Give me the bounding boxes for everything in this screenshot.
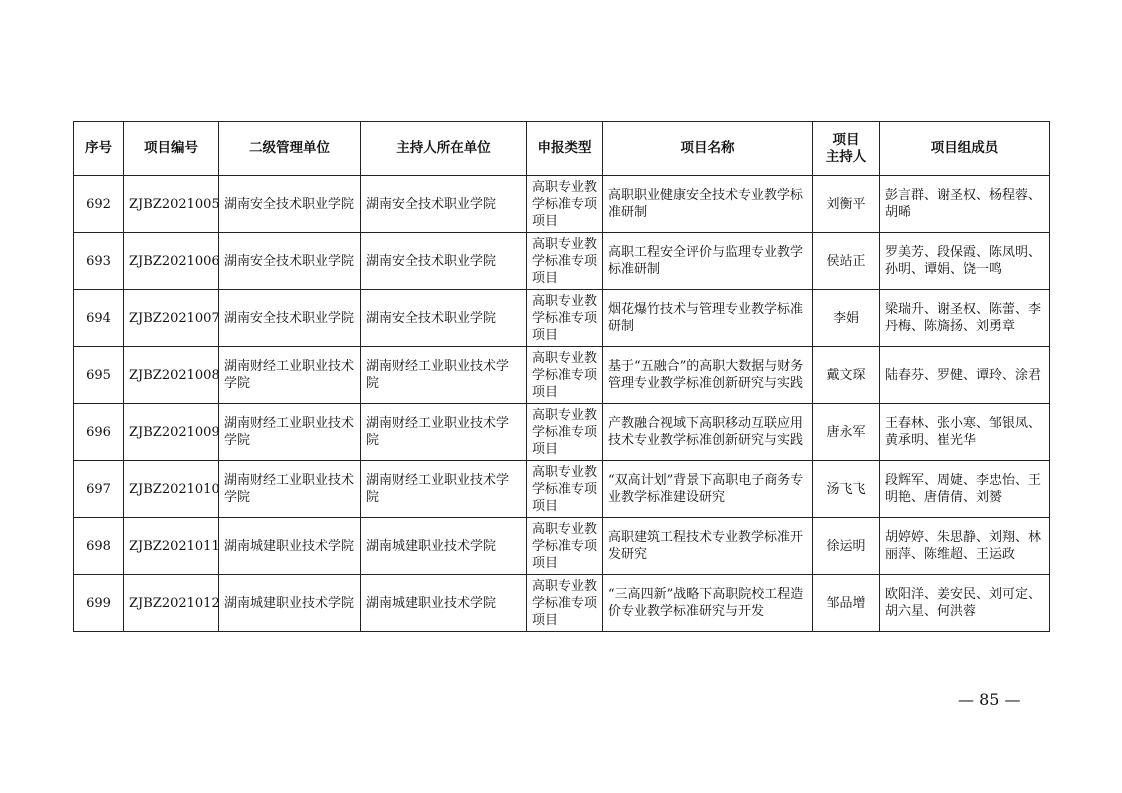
- cell-name: “双高计划”背景下高职电子商务专业教学标准建设研究: [603, 461, 813, 518]
- cell-unit: 湖南财经工业职业技术学院: [219, 347, 361, 404]
- cell-leader: 徐运明: [813, 518, 880, 575]
- header-leader: 项目 主持人: [813, 122, 880, 176]
- cell-host-unit: 湖南财经工业职业技术学院: [361, 347, 527, 404]
- cell-seq: 695: [74, 347, 124, 404]
- cell-members: 段辉军、周婕、李忠怡、王明艳、唐倩倩、刘赟: [880, 461, 1050, 518]
- cell-seq: 693: [74, 233, 124, 290]
- cell-code: ZJBZ2021012: [124, 575, 219, 632]
- cell-type: 高职专业教学标准专项项目: [527, 461, 603, 518]
- table-row: [74, 233, 1050, 290]
- table-row: [74, 404, 1050, 461]
- cell-leader: 侯站正: [813, 233, 880, 290]
- page-number: — 85 —: [958, 690, 1021, 709]
- cell-name: 烟花爆竹技术与管理专业教学标准研制: [603, 290, 813, 347]
- cell-leader: 汤飞飞: [813, 461, 880, 518]
- header-seq: 序号: [74, 122, 124, 176]
- header-host-unit: 主持人所在单位: [361, 122, 527, 176]
- cell-code: ZJBZ2021006: [124, 233, 219, 290]
- cell-type: 高职专业教学标准专项项目: [527, 575, 603, 632]
- table-row: [74, 290, 1050, 347]
- cell-code: ZJBZ2021007: [124, 290, 219, 347]
- cell-seq: 696: [74, 404, 124, 461]
- cell-code: ZJBZ2021008: [124, 347, 219, 404]
- cell-unit: 湖南财经工业职业技术学院: [219, 404, 361, 461]
- cell-members: 梁瑞升、谢圣权、陈蕾、李丹梅、陈旖扬、刘勇章: [880, 290, 1050, 347]
- cell-code: ZJBZ2021005: [124, 176, 219, 233]
- project-table: [73, 121, 1050, 632]
- cell-unit: 湖南安全技术职业学院: [219, 233, 361, 290]
- table-row: [74, 461, 1050, 518]
- table-header-row: [74, 122, 1050, 176]
- cell-members: 罗美芳、段保霞、陈凤明、孙明、谭娟、饶一鸣: [880, 233, 1050, 290]
- cell-members: 欧阳洋、姜安民、刘可定、胡六星、何洪蓉: [880, 575, 1050, 632]
- cell-seq: 694: [74, 290, 124, 347]
- cell-leader: 邹品增: [813, 575, 880, 632]
- table-row: [74, 575, 1050, 632]
- cell-seq: 692: [74, 176, 124, 233]
- cell-members: 胡婷婷、朱思静、刘翔、林丽萍、陈维超、王运政: [880, 518, 1050, 575]
- header-code: 项目编号: [124, 122, 219, 176]
- cell-leader: 戴文琛: [813, 347, 880, 404]
- cell-type: 高职专业教学标准专项项目: [527, 518, 603, 575]
- cell-code: ZJBZ2021011: [124, 518, 219, 575]
- cell-members: 陆春芬、罗健、谭玲、涂君: [880, 347, 1050, 404]
- table-row: [74, 176, 1050, 233]
- cell-host-unit: 湖南安全技术职业学院: [361, 290, 527, 347]
- cell-code: ZJBZ2021009: [124, 404, 219, 461]
- table-row: [74, 347, 1050, 404]
- header-name: 项目名称: [603, 122, 813, 176]
- cell-members: 王春林、张小寒、邹银凤、黄承明、崔光华: [880, 404, 1050, 461]
- header-members: 项目组成员: [880, 122, 1050, 176]
- cell-unit: 湖南安全技术职业学院: [219, 290, 361, 347]
- cell-members: 彭言群、谢圣权、杨程蓉、胡晞: [880, 176, 1050, 233]
- cell-seq: 698: [74, 518, 124, 575]
- cell-type: 高职专业教学标准专项项目: [527, 176, 603, 233]
- cell-name: 高职工程安全评价与监理专业教学标准研制: [603, 233, 813, 290]
- header-unit: 二级管理单位: [219, 122, 361, 176]
- cell-name: 产教融合视域下高职移动互联应用技术专业教学标准创新研究与实践: [603, 404, 813, 461]
- cell-host-unit: 湖南城建职业技术学院: [361, 575, 527, 632]
- project-table-container: [73, 121, 1049, 632]
- cell-name: “三高四新”战略下高职院校工程造价专业教学标准研究与开发: [603, 575, 813, 632]
- cell-leader: 刘衡平: [813, 176, 880, 233]
- cell-host-unit: 湖南财经工业职业技术学院: [361, 404, 527, 461]
- cell-name: 基于“五融合”的高职大数据与财务管理专业教学标准创新研究与实践: [603, 347, 813, 404]
- cell-leader: 唐永军: [813, 404, 880, 461]
- cell-leader: 李娟: [813, 290, 880, 347]
- cell-unit: 湖南城建职业技术学院: [219, 518, 361, 575]
- cell-seq: 697: [74, 461, 124, 518]
- cell-code: ZJBZ2021010: [124, 461, 219, 518]
- cell-unit: 湖南城建职业技术学院: [219, 575, 361, 632]
- cell-type: 高职专业教学标准专项项目: [527, 347, 603, 404]
- cell-unit: 湖南财经工业职业技术学院: [219, 461, 361, 518]
- table-row: [74, 518, 1050, 575]
- cell-host-unit: 湖南城建职业技术学院: [361, 518, 527, 575]
- cell-type: 高职专业教学标准专项项目: [527, 233, 603, 290]
- cell-host-unit: 湖南安全技术职业学院: [361, 233, 527, 290]
- cell-name: 高职职业健康安全技术专业教学标准研制: [603, 176, 813, 233]
- cell-name: 高职建筑工程技术专业教学标准开发研究: [603, 518, 813, 575]
- header-type: 申报类型: [527, 122, 603, 176]
- cell-type: 高职专业教学标准专项项目: [527, 404, 603, 461]
- cell-type: 高职专业教学标准专项项目: [527, 290, 603, 347]
- cell-seq: 699: [74, 575, 124, 632]
- cell-unit: 湖南安全技术职业学院: [219, 176, 361, 233]
- cell-host-unit: 湖南安全技术职业学院: [361, 176, 527, 233]
- cell-host-unit: 湖南财经工业职业技术学院: [361, 461, 527, 518]
